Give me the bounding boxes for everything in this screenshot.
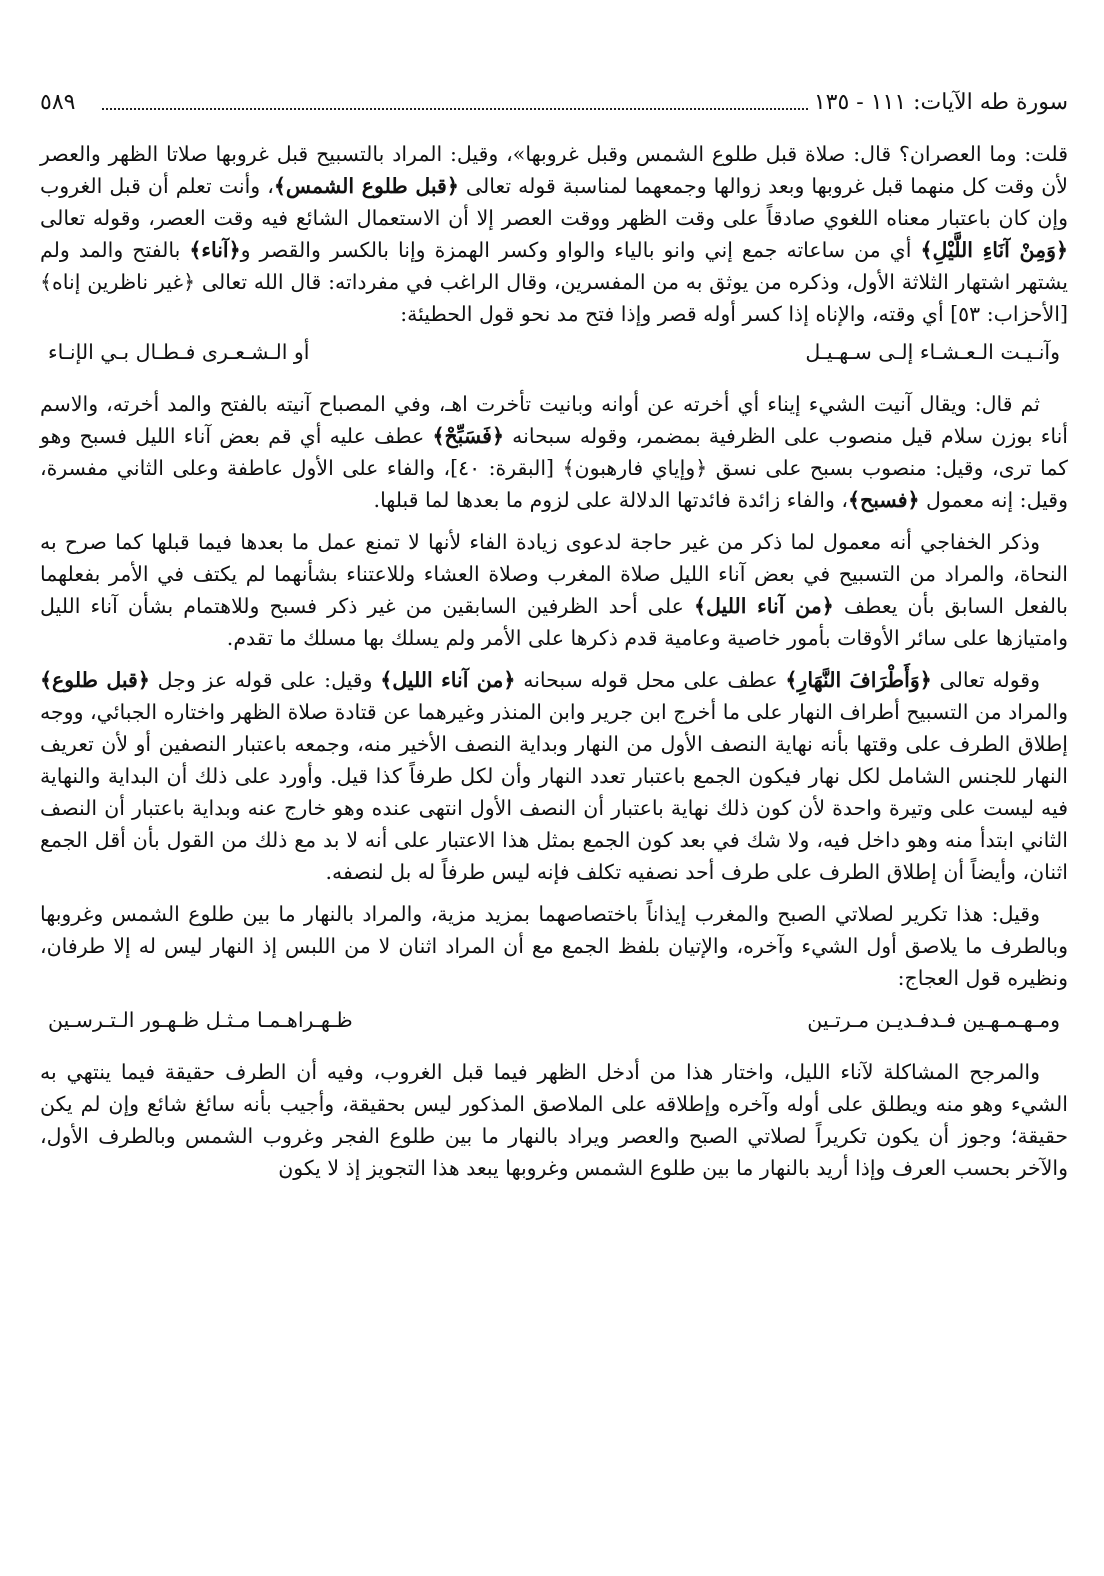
quran-citation: ﴿فَسَبِّحْ﴾	[432, 424, 504, 448]
paragraph-text: والمراد من التسبيح أطراف النهار على ما أخرج ابن جرير وابن المنذر وغيرهما عن قتادة صلاة الظهر واختاره الجبائي، ووجه إطلاق الطرف على وقتها بأنه نهاية النصف الأول من النهار وبداية النصف الأخير منه، وجمعه باعتبار النصفين أو لأن تعريف النهار للجنس الشامل لكل نهار فيكون الجمع باعتبار تعدد النهار وأن لكل طرفاً كذا قيل. وأورد على ذلك أن البداية والنهاية فيه ليست على وتيرة واحدة لأن كون ذلك نهاية باعتبار أن النصف الأول انتهى عنده وهو خارج عنه وبداية باعتبار أن النصف الثاني ابتدأ منه وهو داخل فيه، ولا شك في بعد كون الجمع بمثل هذا الاعتبار على أنه لا بد مع ذلك من القول بأن أقل الجمع اثنان، وأيضاً أن إطلاق الطرف على طرف أحد نصفيه تكلف فإنه ليس طرفاً له بل لنصفه.	[40, 700, 1068, 884]
quran-citation: ﴿من آناء الليل﴾	[693, 594, 834, 618]
paragraph-text: ثم قال: ويقال آنيت الشيء إيناء أي أخرته عن أوانه وبانيت تأخرت اهـ، وفي المصباح آنيته بالفتح والمد أخرته، والاسم أناء بوزن سلام قيل منصوب على الظرفية بمضمر، وقوله سبحانه	[40, 392, 1068, 448]
verse-first-hemistich: ومـهـمـهـين فـدفـديـن مـرتـين	[807, 1008, 1060, 1032]
paragraph-text: وقيل: هذا تكرير لصلاتي الصبح والمغرب إيذاناً باختصاصهما بمزيد مزية، والمراد بالنهار ما بين طلوع الشمس وغروبها وبالطرف ما يلاصق أول الشيء وآخره، والإتيان بلفظ الجمع مع أن المراد اثنان لا من اللبس إذ النهار ليس له إلا طرفان، ونظيره قول العجاج:	[40, 902, 1068, 990]
paragraph	[40, 664, 1068, 888]
page-body	[40, 138, 1068, 1194]
paragraph-text: وقيل: على قوله عز وجل	[149, 668, 381, 692]
paragraph	[40, 388, 1068, 516]
quran-citation: ﴿آناء﴾	[189, 238, 241, 262]
verse-second-hemistich: ظـهـراهـمـا مـثـل ظـهـور الـتـرسـين	[48, 1008, 353, 1032]
paragraph	[40, 526, 1068, 654]
running-head	[40, 86, 1068, 121]
paragraph-text: والمرجح المشاكلة لآناء الليل، واختار هذا من أدخل الظهر فيما قبل الغروب، وفيه أن الطرف حقيقة فيما ينتهي به الشيء وهو منه ويطلق على أوله وآخره وإطلاقه على الملاصق المذكور ليس بحقيقة، وأجيب بأنه سائغ شائع وإن لم يكن حقيقة؛ وجوز أن يكون تكريراً لصلاتي الصبح والعصر ويراد بالنهار ما بين طلوع الفجر وغروب الشمس وبالطرف الأول، والآخر بحسب العرف وإذا أريد بالنهار ما بين طلوع الشمس وغروبها يبعد هذا التجويز إذ لا يكون	[40, 1060, 1068, 1180]
paragraph-text: عطف على محل قوله سبحانه	[515, 668, 786, 692]
paragraph	[40, 138, 1068, 330]
paragraph	[40, 898, 1068, 994]
paragraph	[40, 1056, 1068, 1184]
poetry-verse-ajjaj	[40, 1004, 1068, 1036]
paragraph-text: ، وأنت تعلم أن قبل الغروب وإن كان باعتبار معناه اللغوي صادقاً على وقت الظهر ووقت العصر إلا أن الاستعمال الشائع فيه وقت العصر، وقوله تعالى	[40, 174, 1068, 230]
verse-second-hemistich: أو الـشـعـرى فـطـال بـي الإنـاء	[48, 340, 310, 364]
verse-first-hemistich: وآنـيـت الـعـشـاء إلـى سـهـيـل	[805, 340, 1060, 364]
quran-citation: ﴿وَأَطْرَافَ النَّهَارِ﴾	[785, 668, 932, 692]
paragraph-text: عطف عليه أي قم بعض آناء الليل فسبح وهو كما ترى، وقيل: منصوب بسبح على نسق ﴿وإياي فارهبون﴾ [البقرة: ٤٠]، والفاء على الأول عاطفة وعلى الثاني مفسرة، وقيل: إنه معمول	[40, 424, 1068, 512]
quran-citation: ﴿فسبح﴾	[848, 488, 920, 512]
page-number: ٥٨٩	[40, 90, 76, 115]
leader-dots	[102, 90, 808, 110]
poetry-verse-hutayah	[40, 336, 1068, 368]
paragraph-text: على أحد الظرفين السابقين من غير ذكر فسبح وللاهتمام بشأن آناء الليل وامتيازها على سائر الأوقات بأمور خاصية وعامية قدم ذكرها على الأمر ولم يسلك بها مسلك ما تقدم.	[40, 594, 1068, 650]
quran-citation: ﴿وَمِنْ آنَاءِ اللَّيْلِ﴾	[920, 238, 1068, 262]
paragraph-text: وقوله تعالى	[931, 668, 1041, 692]
paragraph-text: وذكر الخفاجي أنه معمول لما ذكر من غير حاجة لدعوى زيادة الفاء لأنها لا تمنع عمل ما بعدها فيما قبلها كما صرح به النحاة، والمراد من التسبيح في بعض آناء الليل صلاة المغرب وصلاة العشاء وللاعتناء بشأنهما لم يكتف في الأمر بفعلهما بالفعل السابق بأن يعطف	[40, 530, 1068, 618]
paragraph-text: ، والفاء زائدة فائدتها الدلالة على لزوم ما بعدها لما قبلها.	[373, 488, 848, 512]
quran-citation: ﴿من آناء الليل﴾	[380, 668, 516, 692]
running-head-title: سورة طه الآيات: ١١١ - ١٣٥	[813, 90, 1068, 115]
quran-citation: ﴿قبل طلوع الشمس﴾	[273, 174, 459, 198]
paragraph-text: بالفتح والمد ولم يشتهر اشتهار الثلاثة الأول، وذكره من يوثق به من المفسرين، وقال الراغب في مفرداته: قال الله تعالى ﴿غير ناظرين إناه﴾ [الأحزاب: ٥٣] أي وقته، والإناه إذا كسر أوله قصر وإذا فتح مد نحو قول الحطيئة:	[40, 238, 1068, 326]
paragraph-text: قلت: وما العصران؟ قال: صلاة قبل طلوع الشمس وقبل غروبها»، وقيل: المراد بالتسبيح قبل غروبها صلاتا الظهر والعصر لأن وقت كل منهما قبل غروبها وبعد زوالها وجمعهما لمناسبة قوله تعالى	[40, 142, 1068, 198]
paragraph-text: أي من ساعاته جمع إني وانو بالياء والواو وكسر الهمزة وإنا بالكسر والقصر و	[240, 238, 921, 262]
quran-citation: ﴿قبل طلوع﴾	[40, 668, 150, 692]
